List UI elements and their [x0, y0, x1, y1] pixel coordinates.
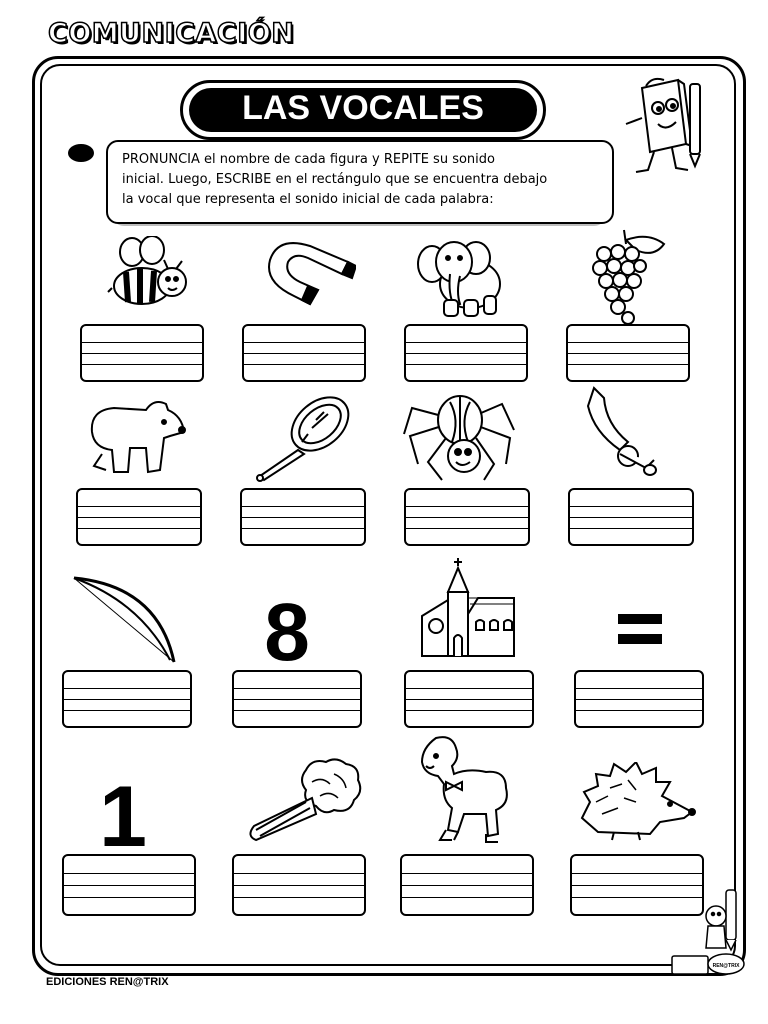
elephant-icon [414, 234, 506, 320]
instructions-box [106, 140, 614, 224]
answer-box[interactable] [76, 488, 202, 546]
answer-box[interactable] [400, 854, 534, 916]
answer-box[interactable] [62, 854, 196, 916]
answer-box[interactable] [404, 670, 534, 728]
answer-box[interactable] [240, 488, 366, 546]
hedgehog-icon [578, 762, 696, 842]
title-banner [180, 80, 546, 140]
svg-text:8: 8 [264, 594, 310, 664]
answer-box[interactable] [404, 488, 530, 546]
answer-box[interactable] [566, 324, 690, 382]
answer-box[interactable] [232, 670, 362, 728]
book-mascot-icon [620, 74, 720, 178]
mascot-logo-text: REN@TRIX [712, 963, 740, 969]
grapes-icon [590, 226, 670, 326]
spider-icon [402, 386, 518, 484]
publisher-footer: EDICIONES REN@TRIX [46, 976, 169, 988]
answer-box[interactable] [232, 854, 366, 916]
celery-icon [246, 756, 366, 844]
answer-box[interactable] [242, 324, 366, 382]
number-eight-icon [252, 594, 322, 664]
church-icon [418, 554, 518, 660]
sword-icon [584, 384, 664, 480]
equals-sign-icon [616, 608, 666, 652]
mirror-icon [254, 392, 358, 482]
sheep-icon [416, 734, 512, 844]
publisher-mascot-icon [668, 886, 750, 978]
number-one-icon [96, 778, 150, 850]
instructions-line-1: PRONUNCIA el nombre de cada figura y REPITE su sonido [122, 152, 495, 167]
instructions-line-3: la vocal que representa el sonido inicial de cada palabra: [122, 192, 494, 207]
answer-box[interactable] [62, 670, 192, 728]
bullet-point [68, 144, 94, 162]
svg-text:1: 1 [99, 778, 147, 850]
answer-box[interactable] [568, 488, 694, 546]
bow-icon [70, 572, 180, 666]
subject-heading: COMUNICACIÓN [48, 18, 295, 49]
page-title: LAS VOCALES [189, 88, 537, 132]
instructions-line-2: inicial. Luego, ESCRIBE en el rectángulo que se encuentra debajo [122, 172, 548, 187]
answer-box[interactable] [80, 324, 204, 382]
magnet-icon [264, 234, 356, 314]
answer-box[interactable] [404, 324, 528, 382]
answer-box[interactable] [574, 670, 704, 728]
bear-icon [84, 392, 188, 478]
bee-icon [106, 236, 190, 314]
